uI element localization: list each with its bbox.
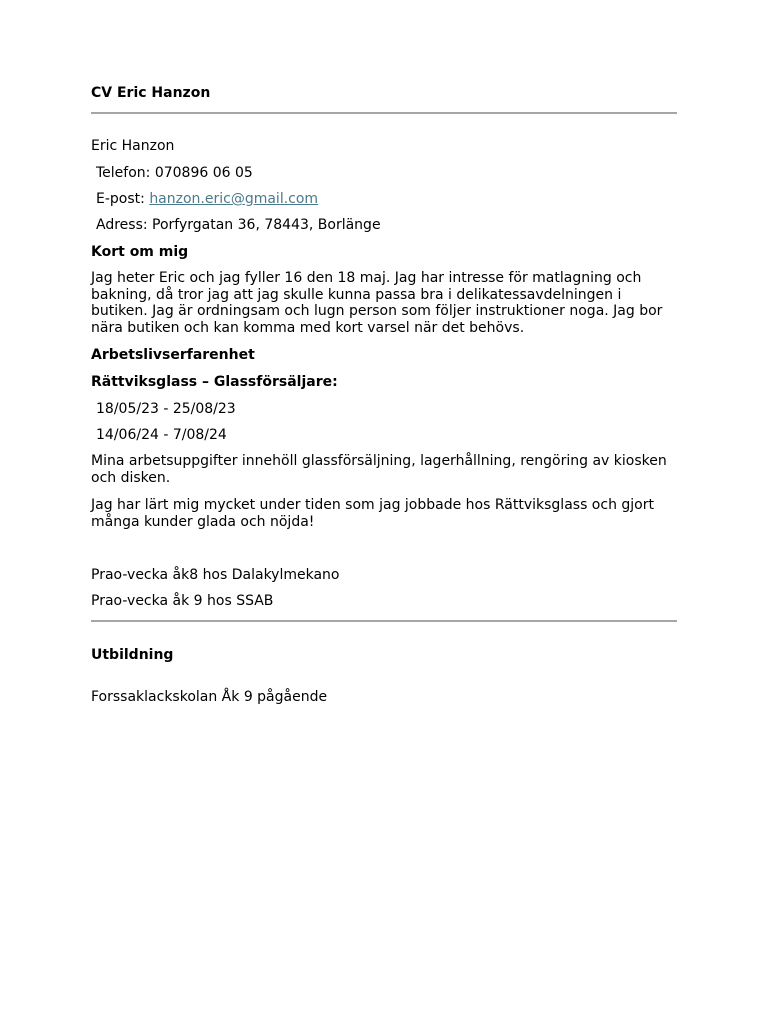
email-label: E-post: [96,191,145,207]
job-learned: Jag har lärt mig mycket under tiden som jag jobbade hos Rättviksglass och gjort många kunder glada och nöjda! [91,497,654,530]
job-title: Rättviksglass – Glassförsäljare: [91,374,338,390]
section-divider [91,620,677,622]
prao-item: Prao-vecka åk 9 hos SSAB [91,593,274,609]
job-duties: Mina arbetsuppgifter innehöll glassförsäljning, lagerhållning, rengöring av kiosken och disken. [91,453,667,486]
email-link[interactable]: hanzon.eric@gmail.com [149,191,319,207]
title-divider [91,112,677,114]
education-item: Forssaklackskolan Åk 9 pågående [91,689,328,705]
about-text: Jag heter Eric och jag fyller 16 den 18 maj. Jag har intresse för matlagning och bakning, då tror jag att jag skulle kunna passa bra i delikatessavdelningen i butiken. Jag är ordningsam och lugn person som följer instruktioner noga. Jag bor nära butiken och kan komma med kort varsel när det behövs. [91,270,663,336]
contact-address: Adress: Porfyrgatan 36, 78443, Borlänge [96,217,381,233]
prao-item: Prao-vecka åk8 hos Dalakylmekano [91,567,340,583]
education-heading: Utbildning [91,647,174,663]
job-period: 14/06/24 - 7/08/24 [96,427,227,443]
experience-heading: Arbetslivserfarenhet [91,347,255,363]
about-heading: Kort om mig [91,244,189,260]
job-period: 18/05/23 - 25/08/23 [96,401,236,417]
contact-name: Eric Hanzon [91,138,175,154]
contact-phone: Telefon: 070896 06 05 [96,165,253,181]
document-title: CV Eric Hanzon [91,85,211,101]
contact-email-row [91,191,318,208]
